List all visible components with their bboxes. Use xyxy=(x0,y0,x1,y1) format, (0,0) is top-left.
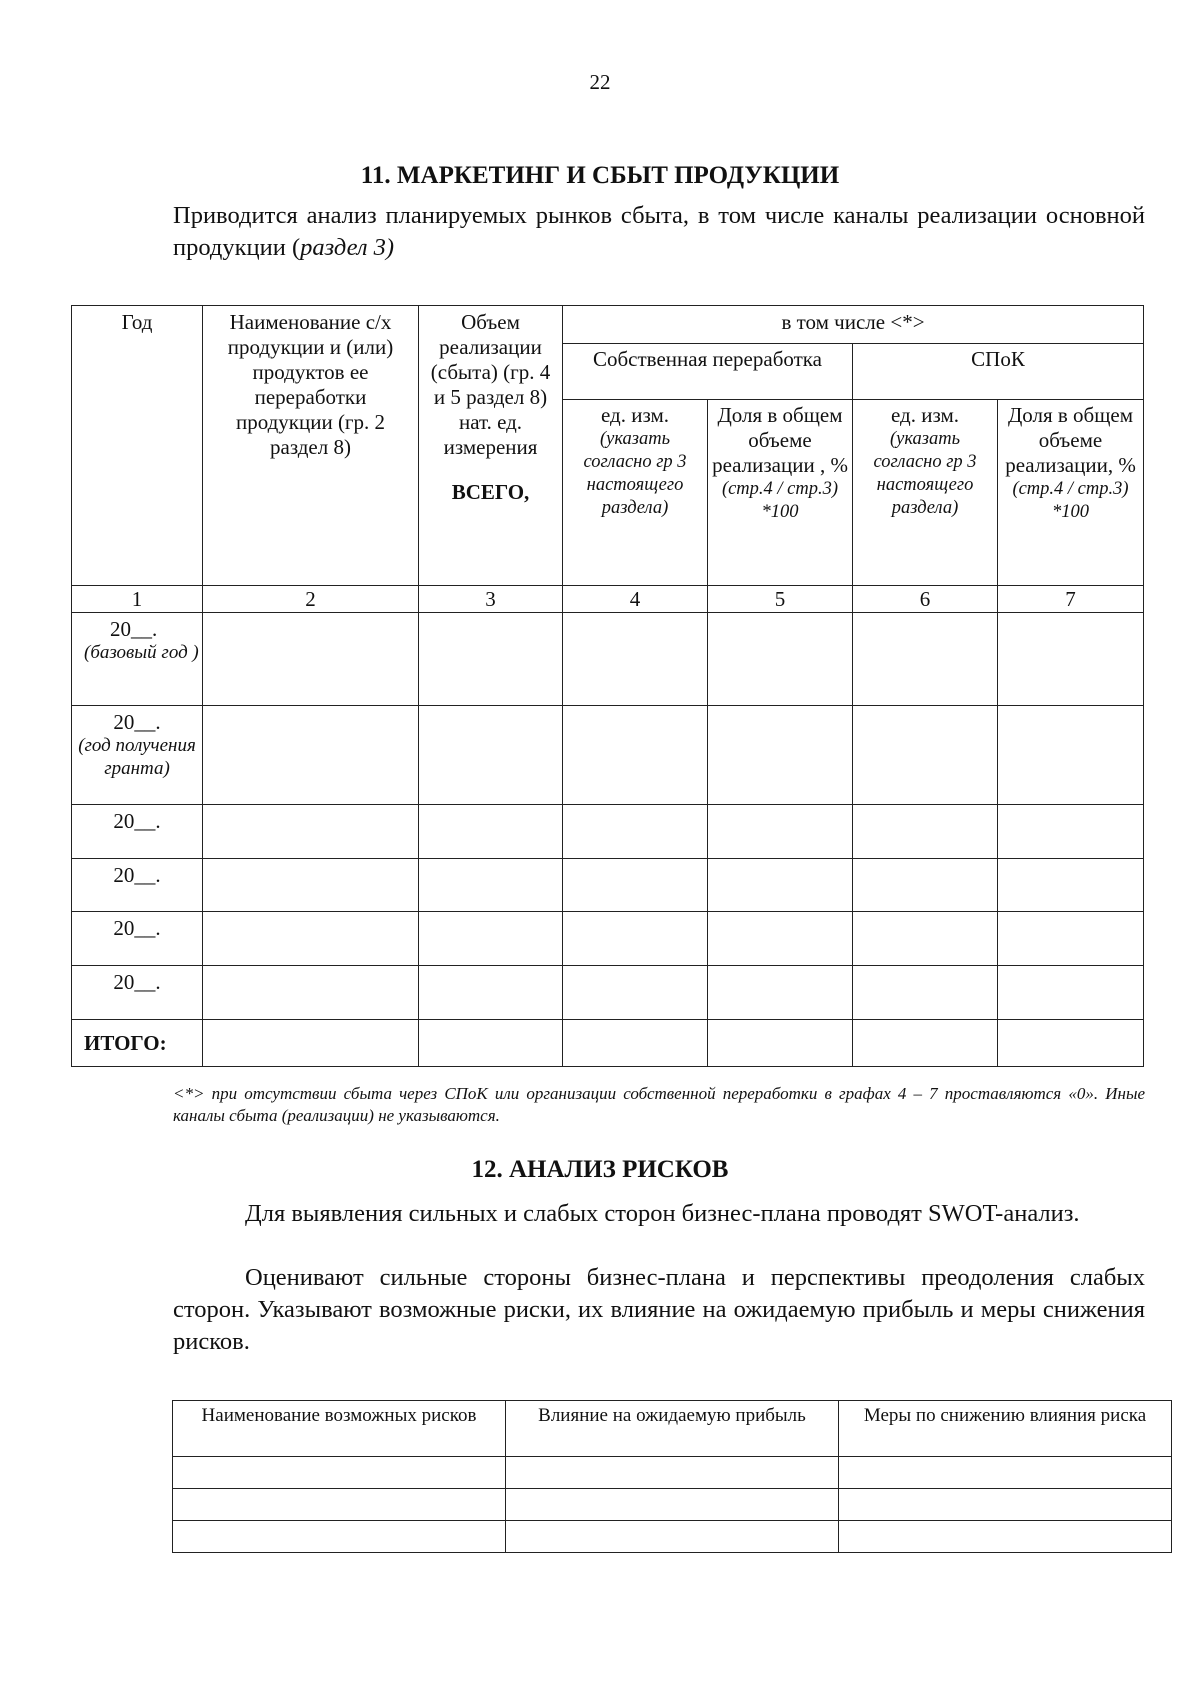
table-cell[interactable] xyxy=(419,805,563,859)
header-own-unit xyxy=(563,400,708,586)
header-spok: СПоК xyxy=(853,344,1144,400)
table-cell[interactable] xyxy=(563,966,708,1020)
column-number: 3 xyxy=(419,586,563,613)
header-own-share-title: Доля в общем объеме реализации , % xyxy=(712,403,848,477)
table-cell[interactable] xyxy=(853,1020,998,1067)
table-cell[interactable] xyxy=(998,613,1144,706)
table-cell[interactable] xyxy=(839,1489,1172,1521)
header-spok-share-title: Доля в общем объеме реализации, % xyxy=(1005,403,1136,477)
table-cell[interactable] xyxy=(853,613,998,706)
table-row xyxy=(72,966,1144,1020)
table-cell[interactable] xyxy=(839,1457,1172,1489)
header-own-unit-note: (указать согласно гр 3 настоящего раздела) xyxy=(583,429,687,518)
table-row xyxy=(72,859,1144,912)
table-cell[interactable] xyxy=(853,706,998,805)
year-note: (год получения гранта) xyxy=(78,735,196,779)
header-profit-impact: Влияние на ожидаемую прибыль xyxy=(506,1401,839,1457)
table-cell[interactable] xyxy=(708,912,853,966)
year-value: 20__. xyxy=(110,617,158,641)
year-cell xyxy=(72,706,203,805)
table-row xyxy=(173,1521,1172,1553)
table-cell[interactable] xyxy=(506,1457,839,1489)
column-numbers-row xyxy=(72,586,1144,613)
column-number: 7 xyxy=(998,586,1144,613)
header-own-share xyxy=(708,400,853,586)
header-including: в том числе <*> xyxy=(563,306,1144,344)
column-number: 1 xyxy=(72,586,203,613)
header-own-processing: Собственная переработка xyxy=(563,344,853,400)
table-cell[interactable] xyxy=(419,613,563,706)
table-cell[interactable] xyxy=(998,966,1144,1020)
year-value: 20__. xyxy=(113,970,161,994)
table-cell[interactable] xyxy=(563,613,708,706)
table-cell[interactable] xyxy=(998,805,1144,859)
total-row xyxy=(72,1020,1144,1067)
table-cell[interactable] xyxy=(203,859,419,912)
header-volume xyxy=(419,306,563,586)
risks-header-row xyxy=(173,1401,1172,1457)
table-cell[interactable] xyxy=(998,1020,1144,1067)
header-year: Год xyxy=(72,306,203,586)
table-cell[interactable] xyxy=(419,966,563,1020)
table-cell[interactable] xyxy=(563,912,708,966)
year-note: (базовый год ) xyxy=(84,642,199,663)
year-cell xyxy=(72,859,203,912)
table-cell[interactable] xyxy=(419,859,563,912)
table-row xyxy=(72,912,1144,966)
year-value: 20__. xyxy=(113,809,161,833)
table-row xyxy=(173,1489,1172,1521)
table-cell[interactable] xyxy=(203,966,419,1020)
column-number: 4 xyxy=(563,586,708,613)
table-cell[interactable] xyxy=(839,1521,1172,1553)
table-cell[interactable] xyxy=(708,966,853,1020)
table-cell[interactable] xyxy=(708,805,853,859)
table-cell[interactable] xyxy=(853,912,998,966)
header-spok-share-note: (стр.4 / стр.3) *100 xyxy=(1012,479,1129,522)
column-number: 6 xyxy=(853,586,998,613)
year-cell xyxy=(72,613,203,706)
table-cell[interactable] xyxy=(998,706,1144,805)
table-cell[interactable] xyxy=(506,1489,839,1521)
table-row xyxy=(72,706,1144,805)
table-row xyxy=(72,805,1144,859)
table-cell[interactable] xyxy=(419,912,563,966)
total-label: ИТОГО: xyxy=(72,1020,203,1067)
year-value: 20__. xyxy=(113,710,161,734)
table-cell[interactable] xyxy=(173,1457,506,1489)
section-12-paragraph-2: Оценивают сильные стороны бизнес-плана и перспективы преодоления слабых сторон. Указывают возможные риски, их влияние на ожидаемую прибыль и меры снижения рисков. xyxy=(173,1264,1145,1355)
table-row xyxy=(173,1457,1172,1489)
table-cell[interactable] xyxy=(563,706,708,805)
page-number: 22 xyxy=(589,70,611,94)
risks-table xyxy=(172,1400,1172,1553)
table-cell[interactable] xyxy=(708,613,853,706)
header-spok-unit xyxy=(853,400,998,586)
table-cell[interactable] xyxy=(998,859,1144,912)
table-cell[interactable] xyxy=(173,1521,506,1553)
table-row xyxy=(72,613,1144,706)
year-value: 20__. xyxy=(113,916,161,940)
table-cell[interactable] xyxy=(419,1020,563,1067)
table-cell[interactable] xyxy=(708,1020,853,1067)
table-cell[interactable] xyxy=(419,706,563,805)
table-cell[interactable] xyxy=(708,706,853,805)
table-cell[interactable] xyxy=(506,1521,839,1553)
section-12-title: 12. АНАЛИЗ РИСКОВ xyxy=(471,1156,729,1183)
header-product-name: Наименование с/х продукции и (или) продуктов ее переработки продукции (гр. 2 раздел 8) xyxy=(203,306,419,586)
header-risk-name: Наименование возможных рисков xyxy=(173,1401,506,1457)
year-value: 20__. xyxy=(113,863,161,887)
table-cell[interactable] xyxy=(708,859,853,912)
header-spok-unit-note: (указать согласно гр 3 настоящего раздела) xyxy=(873,429,977,518)
header-volume-total: ВСЕГО, xyxy=(451,480,530,504)
table-cell[interactable] xyxy=(203,706,419,805)
section-12-paragraph-1: Для выявления сильных и слабых сторон бизнес-плана проводят SWOT-анализ. xyxy=(245,1200,1080,1227)
section-11-intro-text: Приводится анализ планируемых рынков сбыта, в том числе каналы реализации основной продукции ( xyxy=(173,202,1145,261)
table-cell[interactable] xyxy=(853,966,998,1020)
table-cell[interactable] xyxy=(203,912,419,966)
header-volume-text: Объем реализации (сбыта) (гр. 4 и 5 раздел 8) нат. ед. измерения xyxy=(430,310,551,459)
section-11-intro xyxy=(173,200,1145,264)
year-cell xyxy=(72,966,203,1020)
table-cell[interactable] xyxy=(563,805,708,859)
column-number: 5 xyxy=(708,586,853,613)
header-own-unit-title: ед. изм. xyxy=(600,403,669,427)
table-cell[interactable] xyxy=(563,1020,708,1067)
table-cell[interactable] xyxy=(203,805,419,859)
header-own-share-note: (стр.4 / стр.3) *100 xyxy=(721,479,839,522)
year-cell xyxy=(72,805,203,859)
table-cell[interactable] xyxy=(203,1020,419,1067)
section-11-title: 11. МАРКЕТИНГ И СБЫТ ПРОДУКЦИИ xyxy=(360,162,840,189)
header-spok-unit-title: ед. изм. xyxy=(890,403,959,427)
marketing-table xyxy=(71,305,1144,1067)
table-cell[interactable] xyxy=(563,859,708,912)
year-cell xyxy=(72,912,203,966)
table-cell[interactable] xyxy=(173,1489,506,1521)
table-cell[interactable] xyxy=(853,805,998,859)
column-number: 2 xyxy=(203,586,419,613)
header-mitigation: Меры по снижению влияния риска xyxy=(839,1401,1172,1457)
footnote: <*> при отсутствии сбыта через СПоК или организации собственной переработки в графах 4 – 7 проставляются «0». Иные каналы сбыта (реализации) не указываются. xyxy=(173,1084,1145,1125)
table-cell[interactable] xyxy=(998,912,1144,966)
header-spok-share xyxy=(998,400,1144,586)
section-11-intro-ref: раздел 3) xyxy=(300,234,395,261)
table-cell[interactable] xyxy=(203,613,419,706)
table-cell[interactable] xyxy=(853,859,998,912)
